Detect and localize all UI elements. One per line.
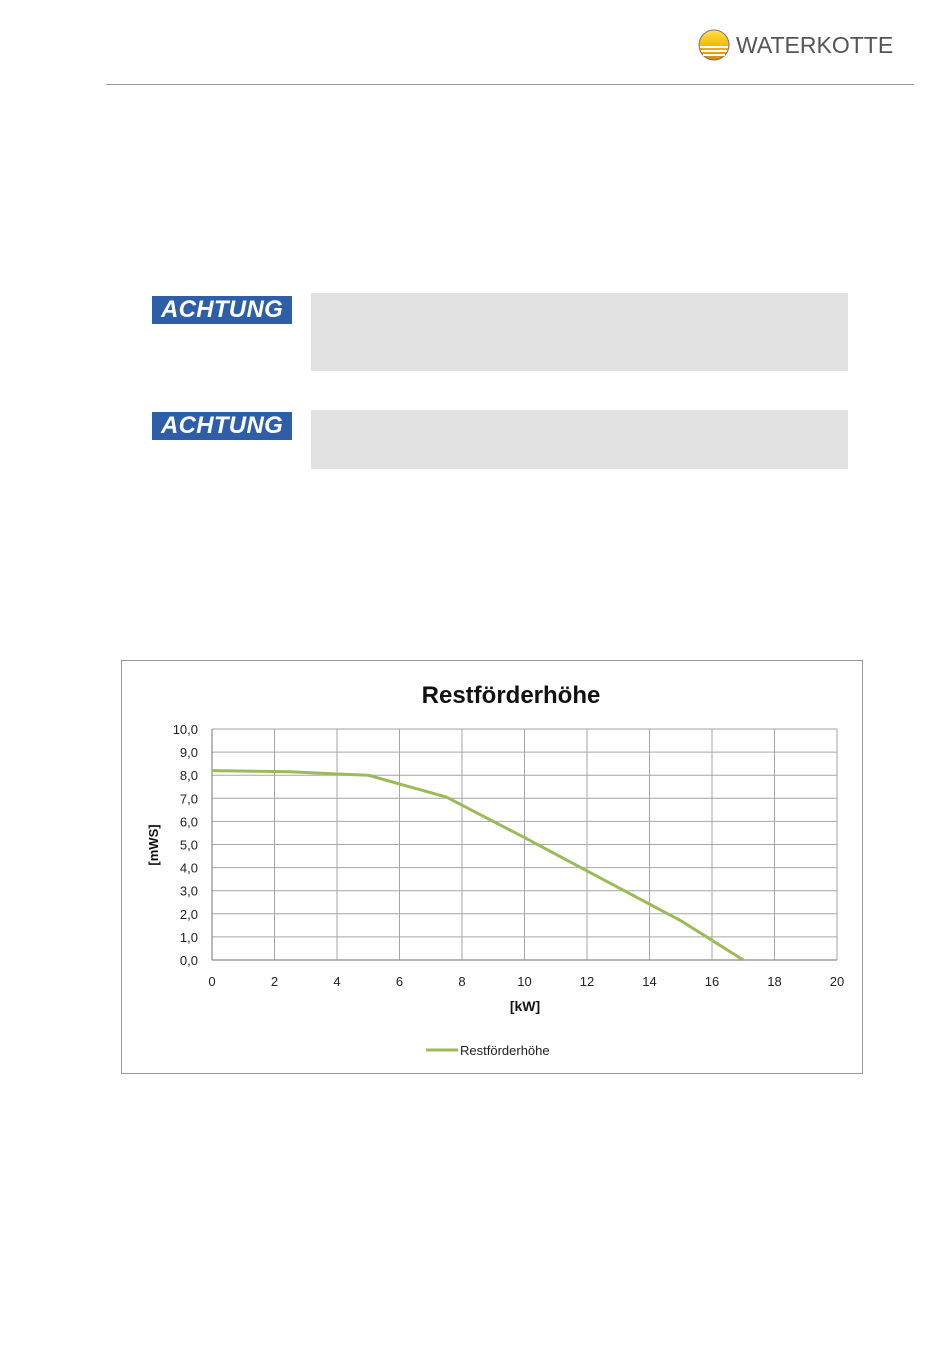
x-tick-label: 18 bbox=[767, 974, 782, 989]
x-axis-label: [kW] bbox=[509, 998, 541, 1014]
grid-lines bbox=[212, 729, 837, 960]
y-tick-label: 10,0 bbox=[172, 722, 198, 737]
legend bbox=[426, 1043, 550, 1058]
tick-labels bbox=[173, 722, 845, 989]
x-tick-label: 10 bbox=[517, 974, 532, 989]
y-tick-label: 9,0 bbox=[179, 745, 198, 761]
series-lines bbox=[212, 771, 743, 960]
y-tick-label: 6,0 bbox=[179, 814, 198, 830]
x-tick-label: 0 bbox=[208, 974, 216, 989]
header-divider bbox=[106, 84, 914, 85]
y-tick-label: 0,0 bbox=[179, 953, 198, 968]
y-tick-label: 2,0 bbox=[179, 906, 198, 922]
x-tick-label: 20 bbox=[829, 974, 845, 989]
x-tick-label: 12 bbox=[579, 974, 595, 989]
chart-title: Restförderhöhe bbox=[421, 682, 601, 709]
line-chart bbox=[122, 661, 864, 1075]
warning-badge: ACHTUNG bbox=[152, 296, 292, 324]
x-tick-label: 6 bbox=[395, 974, 404, 989]
y-tick-label: 8,0 bbox=[179, 768, 198, 784]
waterkotte-logo bbox=[698, 28, 893, 62]
y-tick-label: 7,0 bbox=[179, 791, 198, 807]
logo-text: WATERKOTTE bbox=[736, 31, 894, 58]
chart-container bbox=[121, 660, 863, 1074]
warning-badge: ACHTUNG bbox=[152, 412, 292, 440]
y-tick-label: 1,0 bbox=[179, 929, 198, 945]
series-line bbox=[212, 771, 743, 960]
x-tick-label: 16 bbox=[704, 974, 720, 989]
y-tick-label: 5,0 bbox=[179, 837, 198, 853]
y-tick-label: 4,0 bbox=[179, 860, 198, 876]
y-axis-label: [mWS] bbox=[146, 824, 161, 866]
legend-label: Restförderhöhe bbox=[460, 1043, 550, 1058]
warning-notice-box bbox=[311, 293, 848, 371]
sun-logo-icon bbox=[698, 29, 730, 61]
x-tick-label: 4 bbox=[333, 974, 341, 989]
y-tick-label: 3,0 bbox=[179, 883, 198, 899]
x-tick-label: 14 bbox=[642, 974, 657, 989]
x-tick-label: 2 bbox=[270, 974, 279, 989]
x-tick-label: 8 bbox=[458, 974, 466, 989]
warning-notice-box bbox=[311, 410, 848, 469]
